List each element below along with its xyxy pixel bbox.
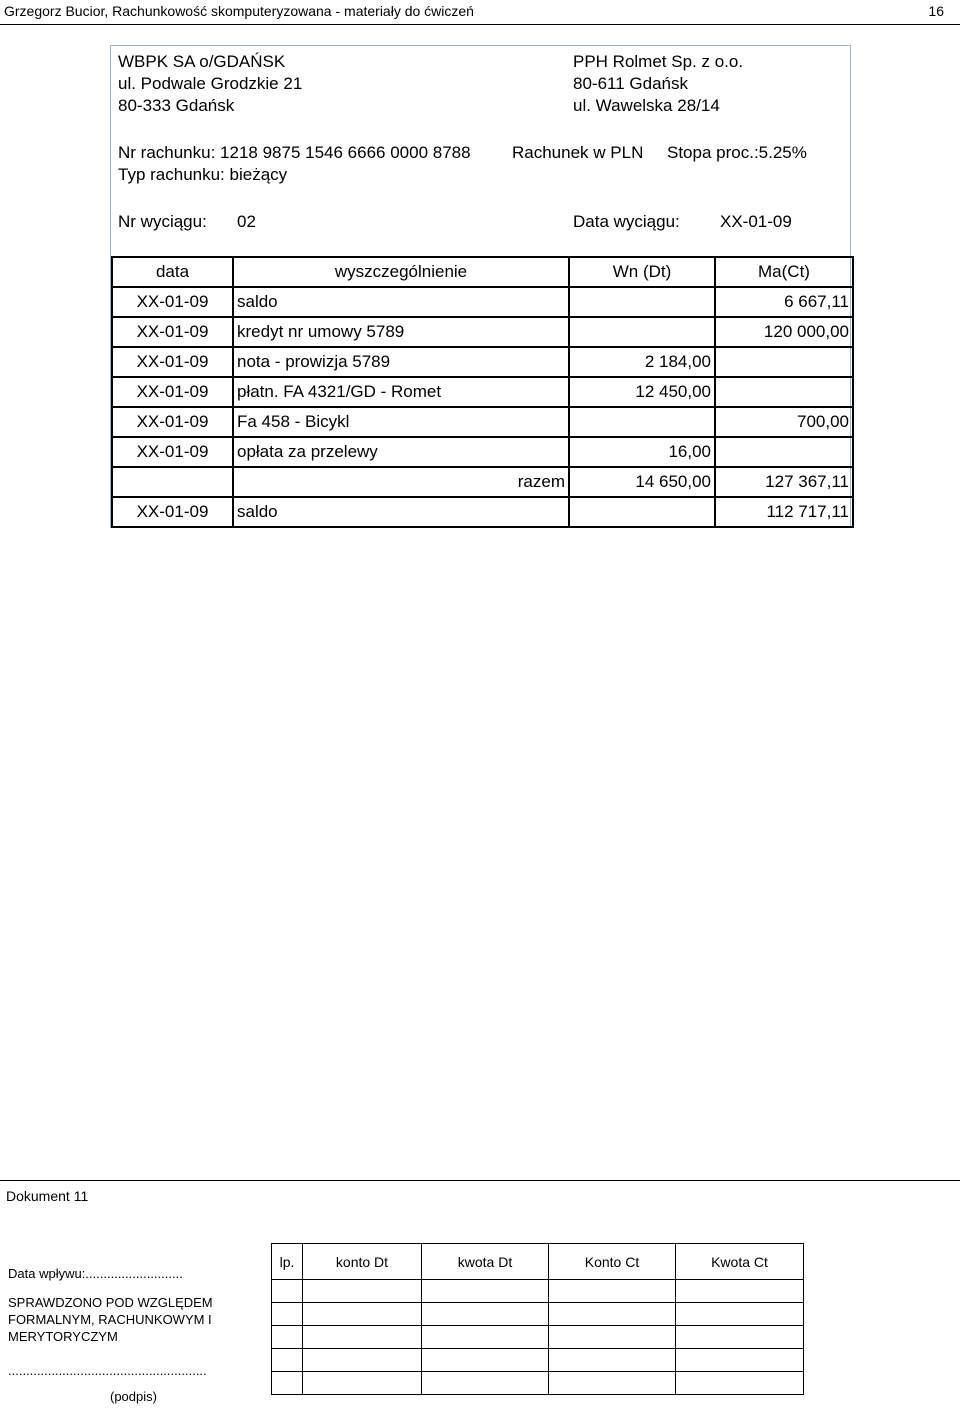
booking-col-konto-ct: Konto Ct — [549, 1244, 676, 1280]
client-city: 80-611 Gdańsk — [573, 74, 688, 93]
row-date: XX-01-09 — [112, 317, 233, 347]
totals-label: razem — [233, 467, 569, 497]
document-separator — [0, 1180, 960, 1181]
booking-col-lp: lp. — [272, 1244, 303, 1280]
closing-desc: saldo — [233, 497, 569, 527]
col-header-dt: Wn (Dt) — [569, 257, 715, 287]
account-type: Typ rachunku: bieżący — [118, 165, 288, 184]
row-date: XX-01-09 — [112, 437, 233, 467]
booking-row — [272, 1372, 804, 1395]
row-date: XX-01-09 — [112, 287, 233, 317]
closing-date: XX-01-09 — [112, 497, 233, 527]
table-row — [112, 317, 853, 347]
client-street: ul. Wawelska 28/14 — [573, 96, 720, 115]
booking-header — [272, 1244, 804, 1280]
row-dt: 16,00 — [569, 437, 715, 467]
page-number: 16 — [928, 3, 944, 19]
received-date: Data wpływu:........................... — [8, 1266, 183, 1281]
row-ct: 6 667,11 — [715, 287, 853, 317]
row-ct — [715, 437, 853, 467]
table-row — [112, 347, 853, 377]
closing-ct: 112 717,11 — [715, 497, 853, 527]
page-header — [0, 0, 960, 25]
table-row — [112, 407, 853, 437]
bank-city: 80-333 Gdańsk — [118, 96, 235, 115]
bank-statement — [110, 45, 851, 528]
row-dt — [569, 317, 715, 347]
bank-name: WBPK SA o/GDAŃSK — [118, 52, 286, 71]
transactions-table — [111, 256, 854, 528]
bank-street: ul. Podwale Grodzkie 21 — [118, 74, 303, 93]
checked-line-1: SPRAWDZONO POD WZGLĘDEM — [8, 1295, 213, 1310]
row-desc: nota - prowizja 5789 — [233, 347, 569, 377]
table-row — [112, 437, 853, 467]
booking-col-kwota-dt: kwota Dt — [422, 1244, 549, 1280]
signature-label: (podpis) — [110, 1389, 157, 1404]
row-dt: 12 450,00 — [569, 377, 715, 407]
col-header-ct: Ma(Ct) — [715, 257, 853, 287]
booking-row — [272, 1349, 804, 1372]
row-desc: opłata za przelewy — [233, 437, 569, 467]
booking-col-konto-dt: konto Dt — [303, 1244, 422, 1280]
table-header — [112, 257, 853, 287]
statement-number: 02 — [237, 212, 256, 231]
row-dt: 2 184,00 — [569, 347, 715, 377]
statement-number-label: Nr wyciągu: — [118, 212, 207, 231]
totals-dt: 14 650,00 — [569, 467, 715, 497]
col-header-date: data — [112, 257, 233, 287]
row-desc: saldo — [233, 287, 569, 317]
statement-date: XX-01-09 — [720, 212, 792, 231]
table-row — [112, 377, 853, 407]
row-ct — [715, 377, 853, 407]
row-dt — [569, 407, 715, 437]
row-dt — [569, 287, 715, 317]
booking-table — [271, 1243, 804, 1395]
document-label: Dokument 11 — [6, 1188, 89, 1204]
interest-rate: Stopa proc.:5.25% — [667, 143, 807, 162]
col-header-desc: wyszczególnienie — [233, 257, 569, 287]
booking-col-kwota-ct: Kwota Ct — [676, 1244, 804, 1280]
signature-dots: ....................................................... — [8, 1363, 207, 1378]
totals-row — [112, 467, 853, 497]
checked-line-3: MERYTORYCZYM — [8, 1329, 118, 1344]
row-date: XX-01-09 — [112, 407, 233, 437]
statement-date-label: Data wyciągu: — [573, 212, 680, 231]
row-desc: płatn. FA 4321/GD - Romet — [233, 377, 569, 407]
row-ct: 700,00 — [715, 407, 853, 437]
row-ct — [715, 347, 853, 377]
header-title: Grzegorz Bucior, Rachunkowość skomputeryzowana - materiały do ćwiczeń — [4, 3, 474, 19]
booking-row — [272, 1326, 804, 1349]
row-desc: kredyt nr umowy 5789 — [233, 317, 569, 347]
booking-row — [272, 1303, 804, 1326]
closing-balance-row — [112, 497, 853, 527]
booking-row — [272, 1280, 804, 1303]
row-date: XX-01-09 — [112, 377, 233, 407]
row-date: XX-01-09 — [112, 347, 233, 377]
row-desc: Fa 458 - Bicykl — [233, 407, 569, 437]
totals-ct: 127 367,11 — [715, 467, 853, 497]
account-currency: Rachunek w PLN — [512, 143, 644, 162]
table-row — [112, 287, 853, 317]
account-number: Nr rachunku: 1218 9875 1546 6666 0000 8788 — [118, 143, 471, 162]
row-ct: 120 000,00 — [715, 317, 853, 347]
client-name: PPH Rolmet Sp. z o.o. — [573, 52, 744, 71]
checked-line-2: FORMALNYM, RACHUNKOWYM I — [8, 1312, 212, 1327]
